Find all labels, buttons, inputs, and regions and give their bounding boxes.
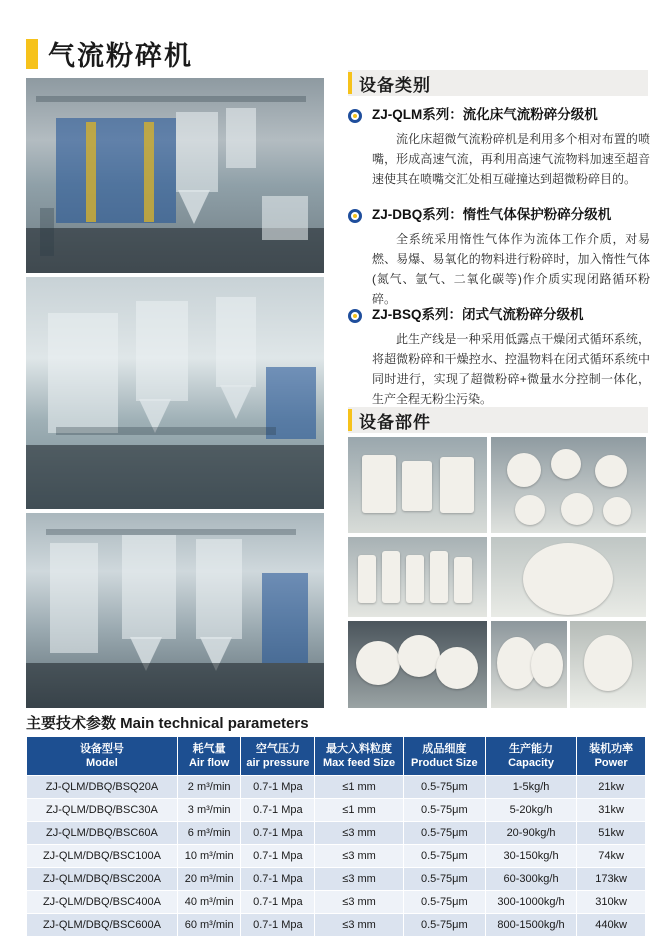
table-row	[27, 868, 646, 891]
cell-product-size: 0.5-75μm	[403, 845, 485, 868]
bullet-title: ZJ-BSQ系列：闭式气流粉碎分级机	[372, 307, 584, 322]
page-title-text: 气流粉碎机	[48, 41, 193, 71]
ceramic-fittings-photo	[491, 437, 646, 533]
section-heading-category-text: 设备类别	[359, 75, 431, 95]
cell-product-size: 0.5-75μm	[403, 914, 485, 937]
cell-max-feed-size: ≤3 mm	[315, 914, 404, 937]
cell-model: ZJ-QLM/DBQ/BSC600A	[27, 914, 178, 937]
cell-max-feed-size: ≤1 mm	[315, 799, 404, 822]
cell-capacity: 300-1000kg/h	[485, 891, 576, 914]
list-item	[348, 106, 650, 189]
table-caption: 主要技术参数 Main technical parameters	[26, 715, 309, 732]
bullet-dot-icon	[348, 309, 362, 323]
table-row	[27, 822, 646, 845]
table-row	[27, 891, 646, 914]
bullet-body: 全系统采用惰性气体作为流体工作介质，对易燃、易爆、易氧化的物料进行粉碎时，加入惰性气体(氮气、氩气、二氧化碳等)作介质实现闭路循环粉碎。	[372, 232, 650, 306]
column-header-power: 装机功率 Power	[577, 737, 646, 776]
cell-product-size: 0.5-75μm	[403, 868, 485, 891]
cell-power: 21kw	[577, 776, 646, 799]
cell-model: ZJ-QLM/DBQ/BSC400A	[27, 891, 178, 914]
cell-power: 51kw	[577, 822, 646, 845]
cell-capacity: 1-5kg/h	[485, 776, 576, 799]
cell-air-pressure: 0.7-1 Mpa	[241, 868, 315, 891]
table-row	[27, 845, 646, 868]
column-header-max-feed-size: 最大入料粒度 Max feed Size	[315, 737, 404, 776]
cell-capacity: 20-90kg/h	[485, 822, 576, 845]
ceramic-disc-photo	[491, 537, 646, 617]
section-heading-parts	[348, 407, 648, 433]
jet-mill-plant-photo	[26, 78, 324, 273]
cell-air-flow: 20 m³/min	[177, 868, 241, 891]
cell-power: 310kw	[577, 891, 646, 914]
cell-air-flow: 10 m³/min	[177, 845, 241, 868]
cell-air-pressure: 0.7-1 Mpa	[241, 845, 315, 868]
cell-model: ZJ-QLM/DBQ/BSC200A	[27, 868, 178, 891]
cell-model: ZJ-QLM/DBQ/BSC100A	[27, 845, 178, 868]
cell-power: 31kw	[577, 799, 646, 822]
cell-capacity: 60-300kg/h	[485, 868, 576, 891]
ceramic-tubes-photo	[348, 537, 487, 617]
bullet-title: ZJ-DBQ系列：惰性气体保护粉碎分级机	[372, 207, 612, 222]
section-heading-category	[348, 70, 648, 96]
title-accent-bar	[26, 39, 38, 69]
column-header-model: 设备型号 Model	[27, 737, 178, 776]
bullet-dot-icon	[348, 209, 362, 223]
cell-max-feed-size: ≤3 mm	[315, 891, 404, 914]
cell-product-size: 0.5-75μm	[403, 891, 485, 914]
cell-max-feed-size: ≤1 mm	[315, 776, 404, 799]
column-header-product-size: 成品细度 Product Size	[403, 737, 485, 776]
cell-product-size: 0.5-75μm	[403, 822, 485, 845]
table-row	[27, 914, 646, 937]
table-header-row	[27, 737, 646, 776]
cell-product-size: 0.5-75μm	[403, 776, 485, 799]
list-item	[348, 206, 650, 309]
cell-air-pressure: 0.7-1 Mpa	[241, 776, 315, 799]
ceramic-cover-photo	[491, 621, 567, 708]
cell-model: ZJ-QLM/DBQ/BSQ20A	[27, 776, 178, 799]
table-row	[27, 776, 646, 799]
column-header-air-pressure: 空气压力 air pressure	[241, 737, 315, 776]
cell-air-pressure: 0.7-1 Mpa	[241, 891, 315, 914]
ceramic-liner-photo	[348, 621, 487, 708]
cell-air-flow: 3 m³/min	[177, 799, 241, 822]
cell-air-pressure: 0.7-1 Mpa	[241, 914, 315, 937]
cell-power: 173kw	[577, 868, 646, 891]
production-line-photo	[26, 513, 324, 708]
heading-accent-bar	[348, 409, 352, 431]
cell-model: ZJ-QLM/DBQ/BSC60A	[27, 822, 178, 845]
cell-max-feed-size: ≤3 mm	[315, 822, 404, 845]
cell-air-flow: 60 m³/min	[177, 914, 241, 937]
cell-max-feed-size: ≤3 mm	[315, 845, 404, 868]
cell-air-flow: 6 m³/min	[177, 822, 241, 845]
cell-capacity: 5-20kg/h	[485, 799, 576, 822]
cell-capacity: 800-1500kg/h	[485, 914, 576, 937]
list-item	[348, 306, 650, 409]
heading-accent-bar	[348, 72, 352, 94]
bullet-body: 此生产线是一种采用低露点干燥闭式循环系统，将超微粉碎和干燥控水、控温物料在闭式循环系统中同时进行，实现了超微粉碎+微量水分控制一体化，生产全程无粉尘污染。	[372, 332, 650, 406]
cell-power: 74kw	[577, 845, 646, 868]
classifier-line-photo	[26, 277, 324, 509]
cell-air-pressure: 0.7-1 Mpa	[241, 799, 315, 822]
bullet-body: 流化床超微气流粉碎机是利用多个相对布置的喷嘴，形成高速气流，再利用高速气流物料加速至超音速使其在喷嘴交汇处相互碰撞达到超微粉碎目的。	[372, 132, 650, 186]
page-title	[26, 34, 193, 73]
cell-air-flow: 40 m³/min	[177, 891, 241, 914]
bullet-dot-icon	[348, 109, 362, 123]
table-row	[27, 799, 646, 822]
cell-capacity: 30-150kg/h	[485, 845, 576, 868]
cell-max-feed-size: ≤3 mm	[315, 868, 404, 891]
ceramic-plate-photo	[570, 621, 646, 708]
ceramic-nozzles-photo	[348, 437, 487, 533]
column-header-capacity: 生产能力 Capacity	[485, 737, 576, 776]
column-header-air-flow: 耗气量 Air flow	[177, 737, 241, 776]
cell-air-pressure: 0.7-1 Mpa	[241, 822, 315, 845]
main-technical-parameters-table	[26, 736, 646, 937]
section-heading-parts-text: 设备部件	[359, 412, 431, 432]
cell-power: 440kw	[577, 914, 646, 937]
bullet-title: ZJ-QLM系列：流化床气流粉碎分级机	[372, 107, 598, 122]
cell-model: ZJ-QLM/DBQ/BSC30A	[27, 799, 178, 822]
cell-air-flow: 2 m³/min	[177, 776, 241, 799]
cell-product-size: 0.5-75μm	[403, 799, 485, 822]
